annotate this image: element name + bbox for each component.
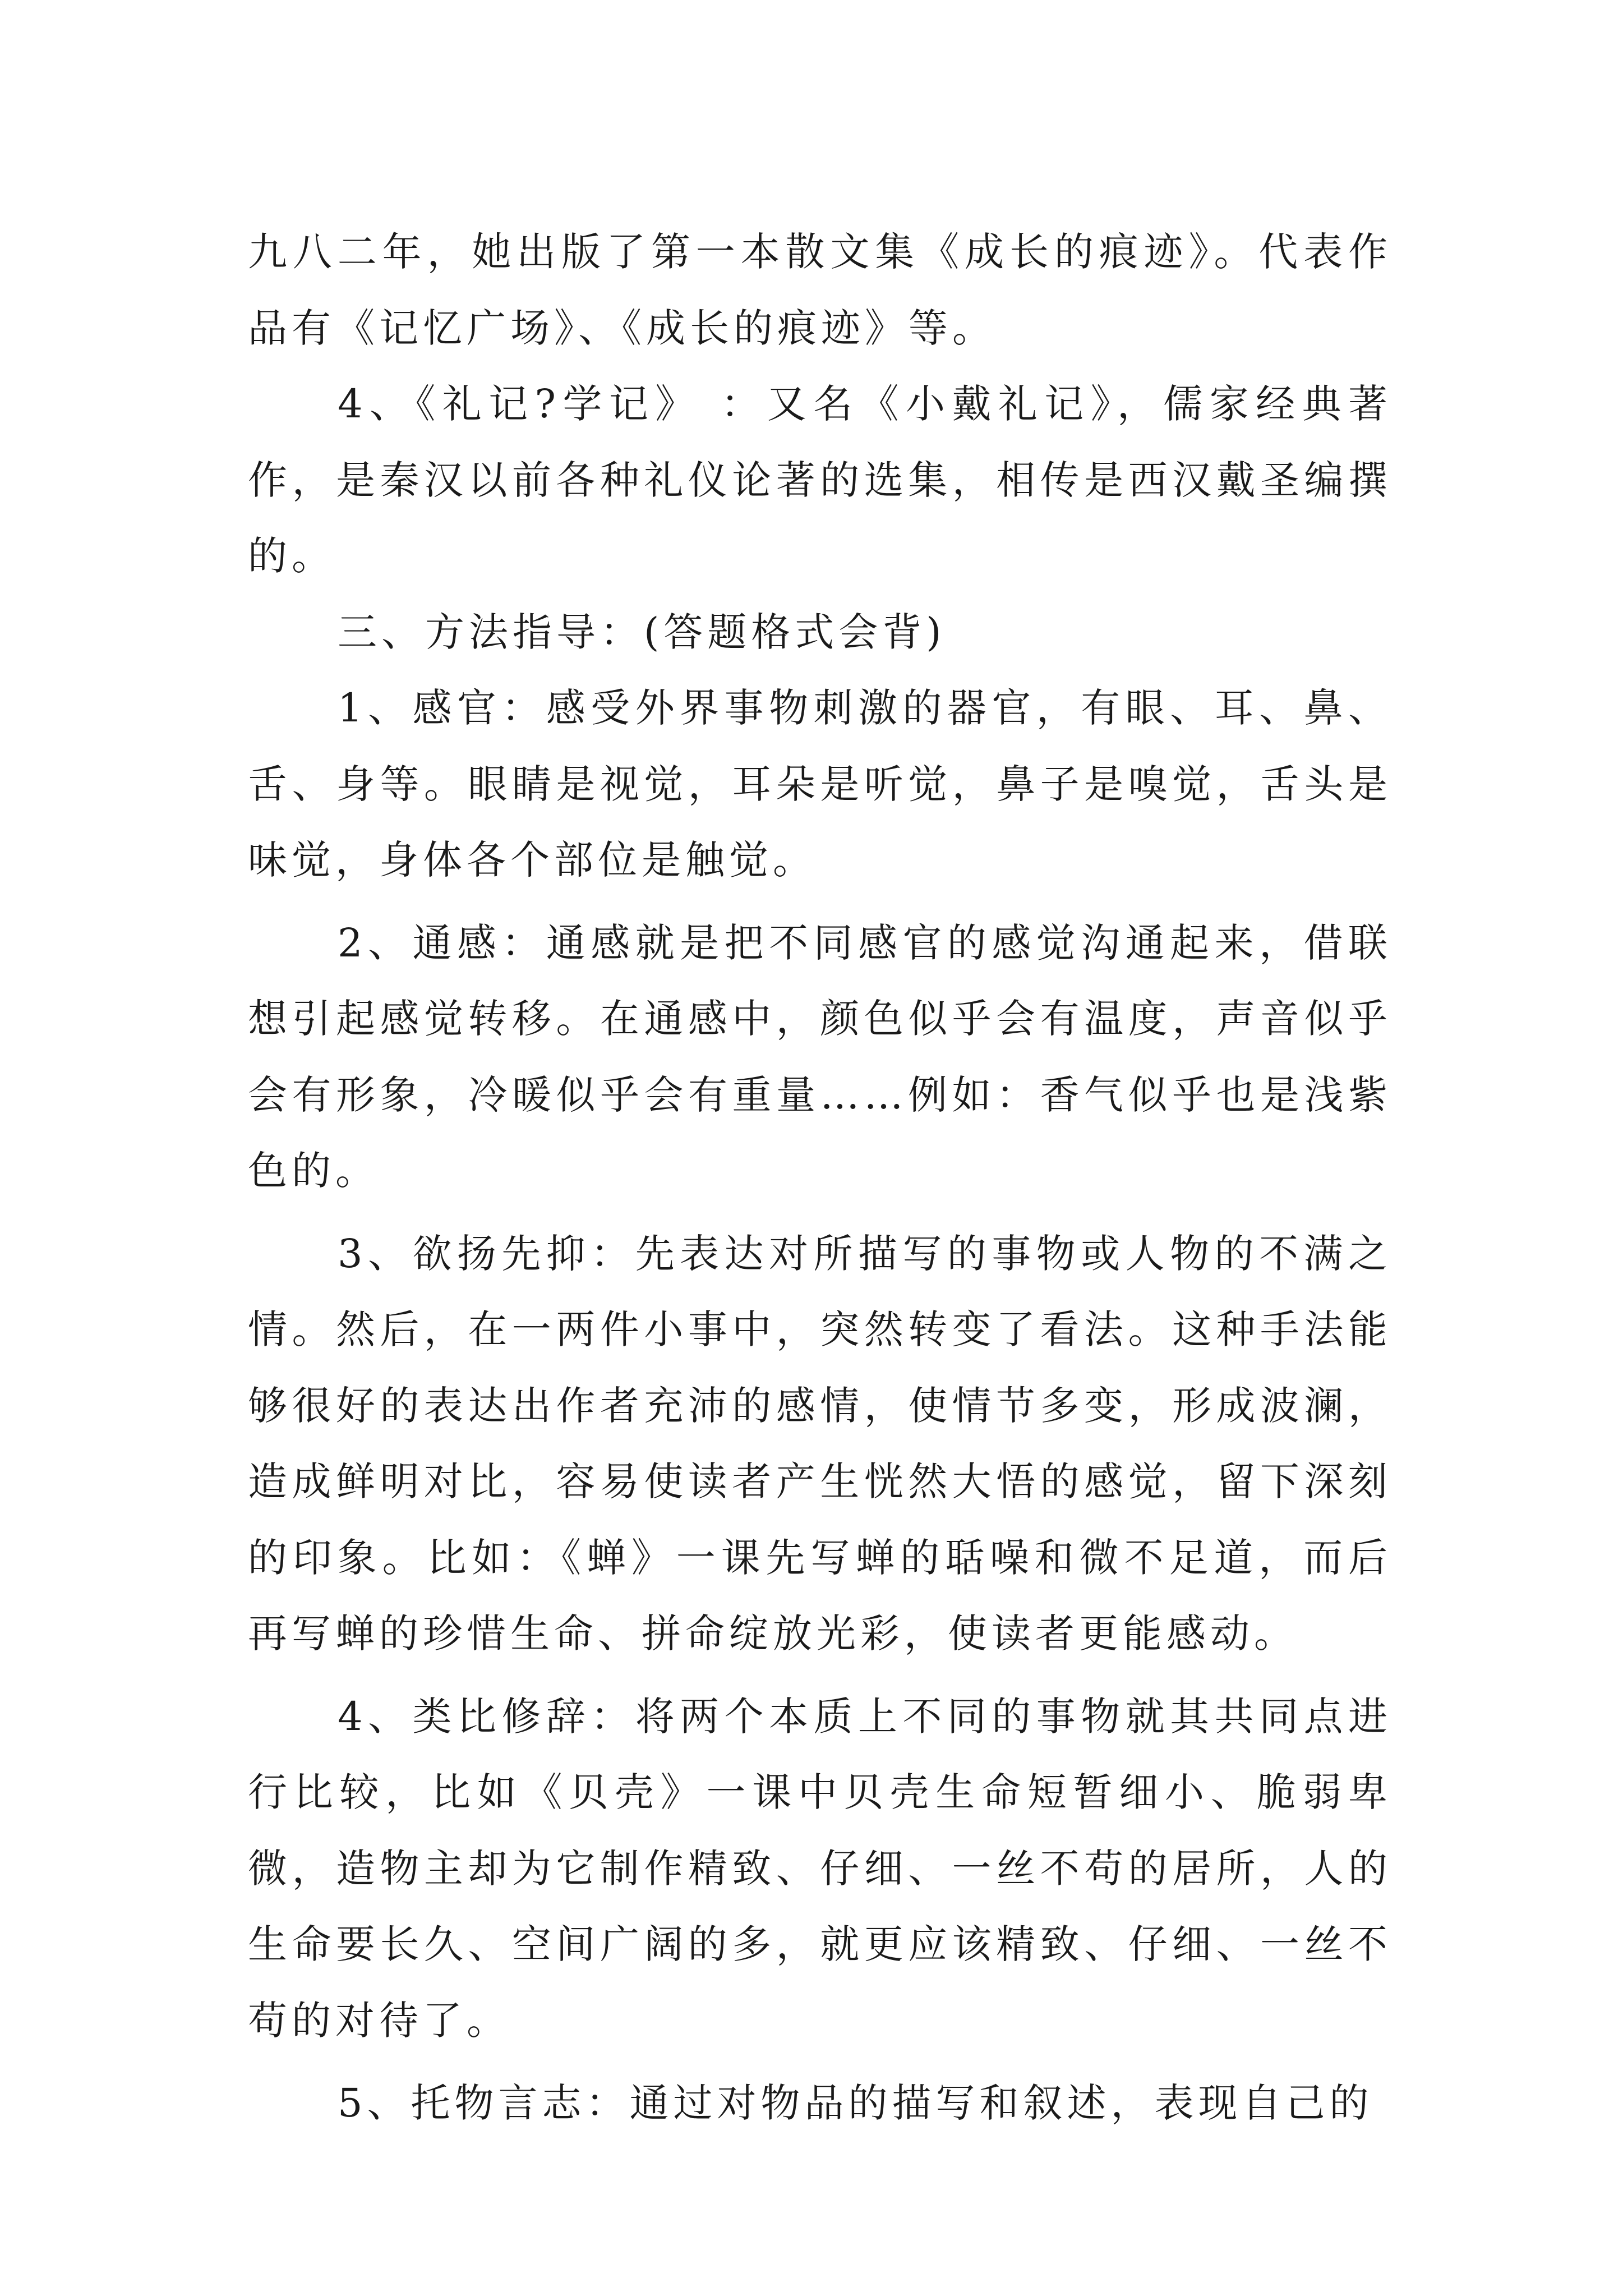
section-heading-method-guide: 三、方法指导：(答题格式会背) — [338, 609, 946, 655]
paragraph-continuation: 九八二年，她出版了第一本散文集《成长的痕迹》。代表作品有《记忆广场》、《成长的痕迹》等。 — [248, 229, 1392, 351]
paragraph-synesthesia: 2、通感：通感就是把不同感官的感觉沟通起来，借联想引起感觉转移。在通感中，颜色似乎会有温度，声音似乎会有形象，冷暖似乎会有重量……例如：香气似乎也是浅紫色的。 — [248, 919, 1392, 1194]
paragraph-praise-after-criticism: 3、欲扬先抑：先表达对所描写的事物或人物的不满之情。然后，在一两件小事中，突然转变了看法。这种手法能够很好的表达出作者充沛的感情，使情节多变，形成波澜，造成鲜明对比，容易使读者产生恍然大悟的感觉，留下深刻的印象。比如：《蝉》一课先写蝉的聒噪和微不足道，而后再写蝉的珍惜生命、拼命绽放光彩，使读者更能感动。 — [248, 1230, 1392, 1657]
paragraph-express-through-objects: 5、托物言志：通过对物品的描写和叙述，表现自己的 — [338, 2080, 1373, 2126]
paragraph-senses: 1、感官：感受外界事物刺激的器官，有眼、耳、鼻、舌、身等。眼睛是视觉，耳朵是听觉，鼻子是嗅觉，舌头是味觉，身体各个部位是触觉。 — [248, 685, 1392, 883]
paragraph-liji-xueji: 4、《礼记?学记》 ：又名《小戴礼记》，儒家经典著作，是秦汉以前各种礼仪论著的选集，相传是西汉戴圣编撰的。 — [248, 381, 1392, 579]
document-body — [248, 214, 1392, 2142]
paragraph-analogy: 4、类比修辞：将两个本质上不同的事物就其共同点进行比较，比如《贝壳》一课中贝壳生命短暂细小、脆弱卑微，造物主却为它制作精致、仔细、一丝不苟的居所，人的生命要长久、空间广阔的多，就更应该精致、仔细、一丝不苟的对待了。 — [248, 1693, 1392, 2044]
